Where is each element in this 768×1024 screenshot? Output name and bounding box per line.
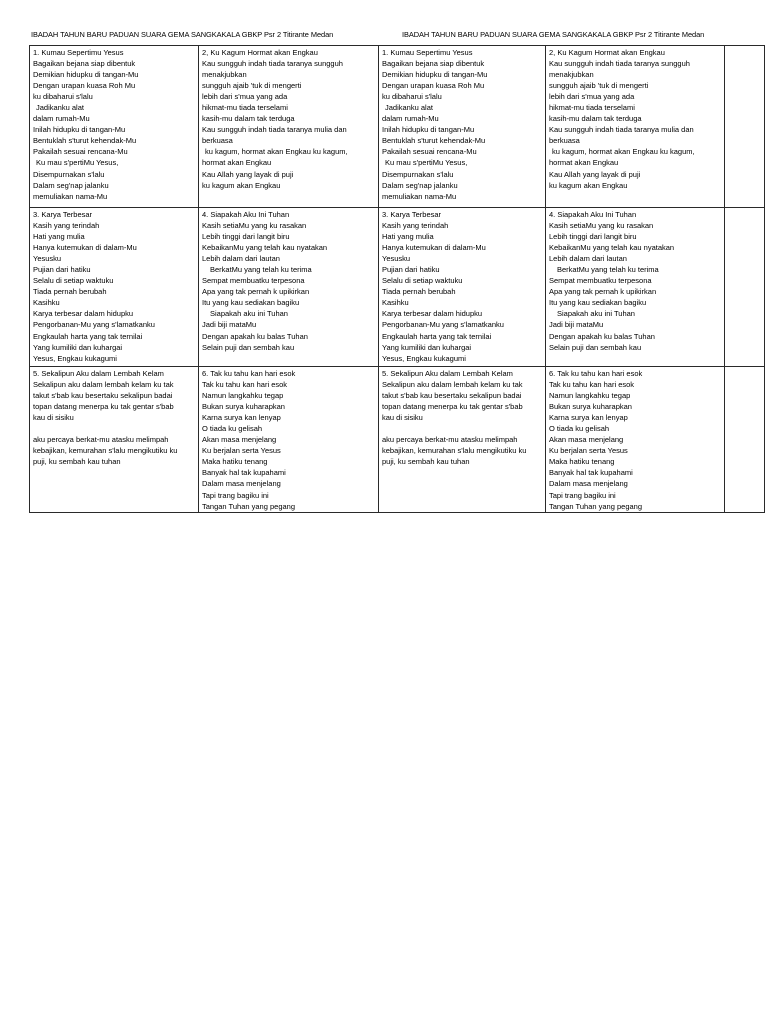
lyric-line: Kasih yang terindah [33,221,100,231]
lyric-line: Selain puji dan sembah kau [549,342,642,352]
lyric-line: menakjubkan [202,70,247,80]
lyric-line: Sekalipun aku dalam lembah kelam ku tak [33,380,174,390]
empty-cell [725,208,765,367]
lyric-line: Lebih tinggi dari langit biru [202,232,290,242]
lyric-line: kau di sisiku [382,413,423,423]
lyric-line: Lebih dalam dari lautan [549,254,627,264]
lyric-line: O tiada ku gelisah [202,424,263,434]
song-cell-5 [30,367,199,513]
lyric-line: Tiada pernah berubah [382,287,456,297]
table-row [30,208,765,367]
lyric-line: Dalam seg'nap jalanku [33,180,109,190]
lyric-line: topan datang menerpa ku tak gentar s'bab [33,402,174,412]
lyric-line: KebaikanMu yang telah kau nyatakan [202,243,328,253]
lyric-line: Akan masa menjelang [549,435,624,445]
lyric-line: aku percaya berkat-mu atasku melimpah [33,435,169,445]
lyric-line: Tangan Tuhan yang pegang [549,501,642,511]
lyric-line: Tiada pernah berubah [33,287,107,297]
lyric-line [33,423,195,434]
lyric-line: Jadikanku alat [385,103,433,113]
lyric-line: Namun langkahku tegap [549,391,631,401]
lyric-line: Kasih setiaMu yang ku rasakan [202,221,307,231]
lyric-line: Yesus, Engkau kukagumi [33,353,117,363]
lyric-line: Pengorbanan-Mu yang s'lamatkanku [382,320,504,330]
lyric-line: Sekalipun aku dalam lembah kelam ku tak [382,380,523,390]
lyric-line: Engkaulah harta yang tak ternilai [33,331,143,341]
lyric-line: Engkaulah harta yang tak ternilai [382,331,492,341]
lyrics-table [29,45,765,513]
lyric-line: puji, ku sembah kau tuhan [382,457,470,467]
lyric-line: Apa yang tak pernah k upikirkan [202,287,310,297]
lyric-line: Bentuklah s'turut kehendak-Mu [33,136,137,146]
lyric-line: ku dibaharui s'lalu [382,92,442,102]
lyric-line: Ku berjalan serta Yesus [549,446,628,456]
song-cell-5-copy [379,367,546,513]
lyric-line: Demikian hidupku di tangan-Mu [382,70,488,80]
song-cell-3 [30,208,199,367]
lyric-line: Yesusku [33,254,62,264]
lyric-line: Banyak hal tak kupahami [202,468,286,478]
lyric-line: Banyak hal tak kupahami [549,468,633,478]
lyric-line: Bukan surya kuharapkan [549,402,632,412]
lyric-line: Tak ku tahu kan hari esok [549,380,635,390]
song-cell-1-copy [379,46,546,208]
lyric-line: berkuasa [549,136,580,146]
lyric-line: menakjubkan [549,70,594,80]
song-title: 1. Kumau Sepertimu Yesus [382,48,473,57]
lyric-line: Sempat membuatku terpesona [202,276,305,286]
lyric-line: ku kagum akan Engkau [549,180,628,190]
lyric-line: BerkatMu yang telah ku terima [557,265,659,275]
lyric-line: Bagaikan bejana siap dibentuk [33,59,136,69]
song-title: 5. Sekalipun Aku dalam Lembah Kelam [382,369,513,378]
lyric-line: ku dibaharui s'lalu [33,92,93,102]
lyric-line: kau di sisiku [33,413,74,423]
song-cell-4 [199,208,379,367]
lyric-line: Yesusku [382,254,411,264]
lyric-line: Yang kumiliki dan kuhargai [382,342,472,352]
lyric-line: Hanya kutemukan di dalam-Mu [382,243,486,253]
lyric-line: Jadikanku alat [36,103,84,113]
lyric-line: Hati yang mulia [382,232,434,242]
lyric-line: Kau Allah yang layak di puji [549,169,641,179]
lyric-line: Karya terbesar dalam hidupku [382,309,483,319]
song-title: 5. Sekalipun Aku dalam Lembah Kelam [33,369,164,378]
lyric-line: Hati yang mulia [33,232,85,242]
lyric-line: Tangan Tuhan yang pegang [202,501,295,511]
lyric-line: Bagaikan bejana siap dibentuk [382,59,485,69]
lyric-line [382,423,542,434]
lyric-line: Bukan surya kuharapkan [202,402,285,412]
lyric-line: ku kagum, hormat akan Engkau ku kagum, [205,147,348,157]
lyric-line: takut s'bab kau besertaku sekalipun badai [382,391,522,401]
lyric-line: takut s'bab kau besertaku sekalipun badai [33,391,173,401]
lyric-line: Dengan urapan kuasa Roh Mu [33,81,136,91]
lyric-line: Dalam masa menjelang [549,479,628,489]
lyric-line: Yesus, Engkau kukagumi [382,353,466,363]
song-cell-4-copy [546,208,725,367]
lyric-line: Ku berjalan serta Yesus [202,446,281,456]
lyric-line: kasih-mu dalam tak terduga [202,114,295,124]
lyric-line: Selalu di setiap waktuku [33,276,114,286]
lyric-line: aku percaya berkat-mu atasku melimpah [382,435,518,445]
song-title: 4. Siapakah Aku Ini Tuhan [202,210,290,219]
lyric-line: O tiada ku gelisah [549,424,610,434]
lyric-line: Dengan apakah ku balas Tuhan [202,331,308,341]
lyric-line: Hanya kutemukan di dalam-Mu [33,243,137,253]
lyric-line: Kau sungguh indah tiada taranya sungguh [549,59,690,69]
lyric-line: KebaikanMu yang telah kau nyatakan [549,243,675,253]
lyric-line: Pujian dari hatiku [33,265,91,275]
lyric-line: Apa yang tak pernah k upikirkan [549,287,657,297]
lyric-line: Disempurnakan s'lalu [382,169,454,179]
page-header-right: IBADAH TAHUN BARU PADUAN SUARA GEMA SANGKAKALA GBKP Psr 2 Titirante Medan [402,30,705,39]
lyric-line: kebajikan, kemurahan s'lalu mengikutiku ku [33,446,178,456]
lyric-line: Pengorbanan-Mu yang s'lamatkanku [33,320,155,330]
lyric-line: Kau sungguh indah tiada taranya mulia dan [202,125,347,135]
lyric-line: Kasih setiaMu yang ku rasakan [549,221,654,231]
song-title: 3. Karya Terbesar [382,210,442,219]
lyric-line: dalam rumah-Mu [382,114,439,124]
lyric-line: memuliakan nama-Mu [33,191,108,201]
empty-cell [725,367,765,513]
lyric-line: Bentuklah s'turut kehendak-Mu [382,136,486,146]
lyric-line: kasih-mu dalam tak terduga [549,114,642,124]
lyric-line: Dengan urapan kuasa Roh Mu [382,81,485,91]
empty-cell [725,46,765,208]
song-title: 2, Ku Kagum Hormat akan Engkau [202,48,318,57]
lyric-line: Ku mau s'pertiMu Yesus, [36,158,119,168]
lyric-line: hormat akan Engkau [549,158,619,168]
table-row [30,46,765,208]
lyric-line: Tapi trang bagiku ini [549,490,616,500]
lyric-line: Jadi biji mataMu [549,320,604,330]
lyric-line: kebajikan, kemurahan s'lalu mengikutiku ku [382,446,527,456]
lyric-line: berkuasa [202,136,233,146]
page-header-left: IBADAH TAHUN BARU PADUAN SUARA GEMA SANGKAKALA GBKP Psr 2 Titirante Medan [31,30,334,39]
lyric-line: Siapakah aku ini Tuhan [210,309,288,319]
lyric-line: Itu yang kau sediakan bagiku [202,298,300,308]
lyric-line: lebih dari s'mua yang ada [549,92,635,102]
lyric-line: Pakailah sesuai rencana-Mu [382,147,477,157]
song-title: 3. Karya Terbesar [33,210,93,219]
lyric-line: Itu yang kau sediakan bagiku [549,298,647,308]
lyric-line: Disempurnakan s'lalu [33,169,105,179]
song-title: 2, Ku Kagum Hormat akan Engkau [549,48,665,57]
lyric-line: Tak ku tahu kan hari esok [202,380,288,390]
lyric-line: Karna surya kan lenyap [202,413,281,423]
song-cell-6-copy [546,367,725,513]
lyric-line: Karya terbesar dalam hidupku [33,309,134,319]
lyric-line: Maka hatiku tenang [549,457,615,467]
lyric-line: puji, ku sembah kau tuhan [33,457,121,467]
lyric-line: hormat akan Engkau [202,158,272,168]
song-title: 4. Siapakah Aku Ini Tuhan [549,210,637,219]
lyric-line: Selain puji dan sembah kau [202,342,295,352]
lyric-line: hikmat-mu tiada terselami [549,103,635,113]
lyric-line: Siapakah aku ini Tuhan [557,309,635,319]
lyric-line: Ku mau s'pertiMu Yesus, [385,158,468,168]
lyric-line: ku kagum, hormat akan Engkau ku kagum, [552,147,695,157]
lyric-line: Inilah hidupku di tangan-Mu [33,125,126,135]
lyric-line: Kau sungguh indah tiada taranya sungguh [202,59,343,69]
lyric-line: Karna surya kan lenyap [549,413,628,423]
lyric-line: sungguh ajaib 'tuk di mengerti [202,81,302,91]
song-title: 1. Kumau Sepertimu Yesus [33,48,124,57]
lyric-line: Kasihku [382,298,409,308]
lyric-line: Pakailah sesuai rencana-Mu [33,147,128,157]
lyric-line: Namun langkahku tegap [202,391,284,401]
lyric-line: Jadi biji mataMu [202,320,257,330]
lyric-line: BerkatMu yang telah ku terima [210,265,312,275]
lyric-line: memuliakan nama-Mu [382,191,457,201]
lyric-line: lebih dari s'mua yang ada [202,92,288,102]
song-cell-3-copy [379,208,546,367]
lyric-line: Kau Allah yang layak di puji [202,169,294,179]
lyric-line: Dengan apakah ku balas Tuhan [549,331,655,341]
lyric-line: Dalam seg'nap jalanku [382,180,458,190]
lyric-line: Maka hatiku tenang [202,457,268,467]
song-title: 6. Tak ku tahu kan hari esok [549,369,643,378]
table-row [30,367,765,513]
lyric-line: Kasih yang terindah [382,221,449,231]
lyric-line: Tapi trang bagiku ini [202,490,269,500]
lyric-line: topan datang menerpa ku tak gentar s'bab [382,402,523,412]
lyric-line: hikmat-mu tiada terselami [202,103,288,113]
lyric-line: sungguh ajaib 'tuk di mengerti [549,81,649,91]
lyric-line: Yang kumiliki dan kuhargai [33,342,123,352]
lyric-line: dalam rumah-Mu [33,114,90,124]
lyric-line: Pujian dari hatiku [382,265,440,275]
lyric-line: Selalu di setiap waktuku [382,276,463,286]
lyric-line: ku kagum akan Engkau [202,180,281,190]
lyric-line: Inilah hidupku di tangan-Mu [382,125,475,135]
lyric-line: Demikian hidupku di tangan-Mu [33,70,139,80]
lyric-line: Lebih tinggi dari langit biru [549,232,637,242]
lyric-line: Kau sungguh indah tiada taranya mulia dan [549,125,694,135]
song-title: 6. Tak ku tahu kan hari esok [202,369,296,378]
song-cell-6 [199,367,379,513]
lyric-line: Akan masa menjelang [202,435,277,445]
lyric-line: Lebih dalam dari lautan [202,254,280,264]
song-cell-1 [30,46,199,208]
song-cell-2-copy [546,46,725,208]
lyric-line: Dalam masa menjelang [202,479,281,489]
lyric-line: Kasihku [33,298,60,308]
song-cell-2 [199,46,379,208]
lyric-line: Sempat membuatku terpesona [549,276,652,286]
